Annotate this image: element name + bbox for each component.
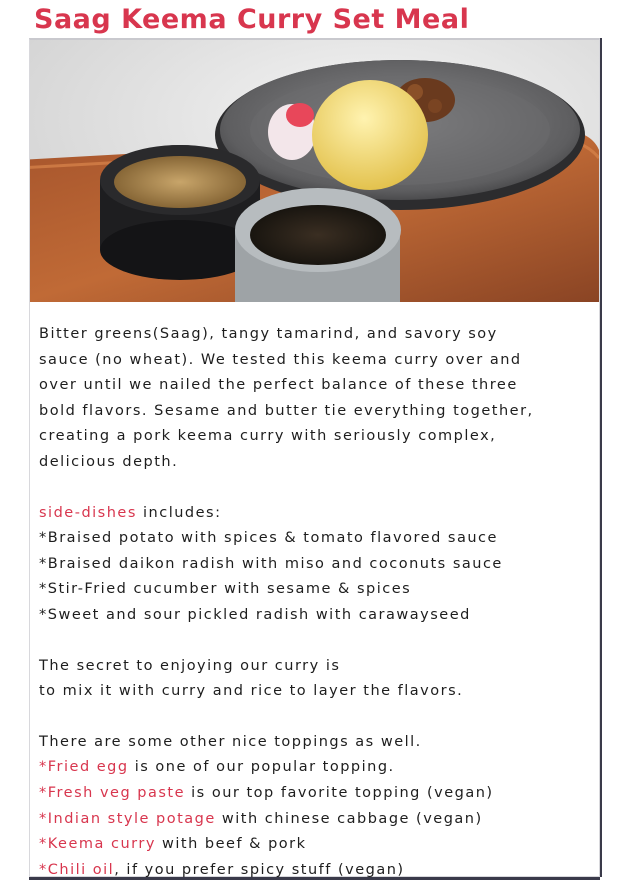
topping-item: *Indian style potage with chinese cabbage (vegan) [39, 810, 483, 827]
toppings-section [39, 730, 595, 883]
page-title: Saag Keema Curry Set Meal [34, 4, 470, 35]
topping-item: *Keema curry with beef & pork [39, 836, 307, 853]
menu-card [29, 38, 600, 877]
side-dish-item: *Braised daikon radish with miso and coconuts sauce [39, 555, 503, 572]
secret-paragraph [39, 654, 595, 705]
side-dishes-label: side-dishes [39, 504, 137, 521]
secret-line: The secret to enjoying our curry is [39, 657, 341, 674]
topping-name: Chili oil [47, 861, 115, 878]
intro-line: Bitter greens(Saag), tangy tamarind, and savory soy [39, 326, 498, 342]
side-dish-item: *Stir-Fried cucumber with sesame & spices [39, 581, 412, 598]
side-dish-item: *Braised potato with spices & tomato flavored sauce [39, 530, 498, 547]
topping-name: Indian style potage [47, 810, 216, 827]
intro-paragraph [39, 322, 595, 476]
side-dishes-section [39, 501, 595, 629]
side-dish-item: *Sweet and sour pickled radish with carawayseed [39, 606, 471, 623]
secret-line: to mix it with curry and rice to layer the flavors. [39, 683, 464, 700]
intro-line: delicious depth. [39, 453, 179, 470]
food-photo [30, 40, 599, 302]
menu-description [39, 322, 595, 883]
intro-line: bold flavors. Sesame and butter tie everything together, [39, 402, 534, 419]
intro-line: over until we nailed the perfect balance of these three [39, 377, 518, 394]
side-dishes-heading [39, 501, 595, 527]
topping-name: Keema curry [47, 836, 156, 853]
side-dishes-label-suffix: includes: [136, 504, 222, 521]
curry-set-photo-illustration [30, 40, 599, 302]
intro-line: creating a pork keema curry with seriously complex, [39, 428, 497, 445]
toppings-intro: There are some other nice toppings as well. [39, 733, 422, 750]
intro-line: sauce (no wheat). We tested this keema curry over and [39, 351, 522, 368]
topping-name: Fresh veg paste [47, 784, 186, 801]
topping-item: *Fresh veg paste is our top favorite topping (vegan) [39, 784, 494, 801]
topping-name: Fried egg [47, 759, 129, 776]
topping-item: *Fried egg is one of our popular topping. [39, 759, 395, 776]
topping-item: *Chili oil, if you prefer spicy stuff (vegan) [39, 861, 405, 878]
